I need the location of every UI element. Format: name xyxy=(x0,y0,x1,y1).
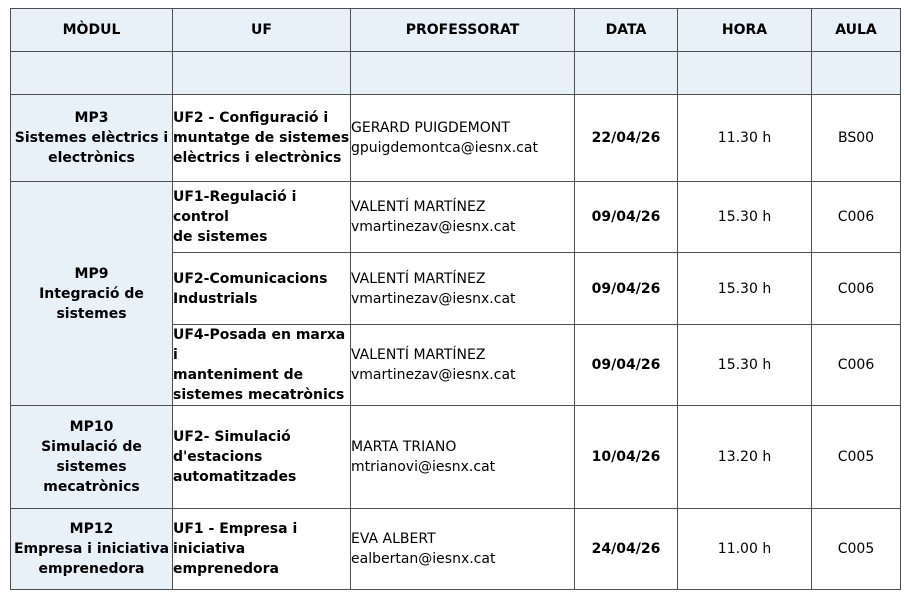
teacher-name: EVA ALBERT xyxy=(351,531,436,547)
uf-title: manteniment de xyxy=(173,367,304,383)
exam-room: C005 xyxy=(812,406,901,509)
module-cell xyxy=(11,95,173,182)
module-code: MP10 xyxy=(69,419,114,435)
uf-title: muntatge de sistemes xyxy=(173,130,350,146)
module-name: emprenedora xyxy=(38,561,145,577)
module-name: Empresa i iniciativa xyxy=(13,541,170,557)
table-row xyxy=(11,406,901,509)
teacher-cell xyxy=(351,325,575,406)
teacher-cell xyxy=(351,509,575,590)
uf-title: UF2 - Configuració i xyxy=(173,110,329,126)
module-name: Sistemes elèctrics i xyxy=(14,130,169,146)
teacher-name: VALENTÍ MARTÍNEZ xyxy=(351,270,486,287)
module-cell xyxy=(11,509,173,590)
exam-date: 10/04/26 xyxy=(575,406,678,509)
exam-time: 15.30 h xyxy=(678,253,812,325)
header-hora: HORA xyxy=(678,9,812,52)
header-uf: UF xyxy=(173,9,351,52)
blank-cell xyxy=(812,52,901,95)
module-code: MP9 xyxy=(74,265,109,282)
teacher-email: vmartinezav@iesnx.cat xyxy=(351,290,516,307)
uf-title: d'estacions xyxy=(173,449,263,465)
teacher-name: GERARD PUIGDEMONT xyxy=(351,120,510,136)
uf-title: UF1 - Empresa i xyxy=(173,521,298,537)
uf-title: UF2- Simulació xyxy=(173,429,291,445)
uf-cell xyxy=(173,182,351,253)
header-row xyxy=(11,9,901,52)
uf-cell xyxy=(173,95,351,182)
teacher-email: vmartinezav@iesnx.cat xyxy=(351,367,516,383)
blank-cell xyxy=(575,52,678,95)
teacher-name: VALENTÍ MARTÍNEZ xyxy=(351,347,486,363)
module-cell xyxy=(11,406,173,509)
exam-room: C005 xyxy=(812,509,901,590)
uf-title: UF2-Comunicacions xyxy=(173,270,328,287)
exam-room: C006 xyxy=(812,253,901,325)
module-code: MP12 xyxy=(69,521,114,537)
teacher-email: ealbertan@iesnx.cat xyxy=(351,551,496,567)
exam-date: 24/04/26 xyxy=(575,509,678,590)
uf-title: UF1-Regulació i control xyxy=(173,189,297,225)
uf-title: UF4-Posada en marxa i xyxy=(173,327,346,363)
exam-date: 22/04/26 xyxy=(575,95,678,182)
exam-time: 13.20 h xyxy=(678,406,812,509)
uf-title: elèctrics i electrònics xyxy=(173,150,342,166)
exam-time: 15.30 h xyxy=(678,182,812,253)
blank-cell xyxy=(678,52,812,95)
header-modul: MÒDUL xyxy=(11,9,173,52)
module-cell xyxy=(11,182,173,406)
uf-cell xyxy=(173,406,351,509)
teacher-cell xyxy=(351,95,575,182)
exam-time: 11.30 h xyxy=(678,95,812,182)
table-row xyxy=(11,95,901,182)
header-aula: AULA xyxy=(812,9,901,52)
header-professorat: PROFESSORAT xyxy=(351,9,575,52)
exam-time: 15.30 h xyxy=(678,325,812,406)
exam-time: 11.00 h xyxy=(678,509,812,590)
teacher-name: MARTA TRIANO xyxy=(351,439,457,455)
module-name: sistemes xyxy=(56,305,127,322)
blank-cell xyxy=(173,52,351,95)
uf-cell xyxy=(173,253,351,325)
uf-title: sistemes mecatrònics xyxy=(173,387,345,403)
uf-title: iniciativa emprenedora xyxy=(173,541,279,577)
exam-schedule-table xyxy=(10,8,901,590)
table-row xyxy=(11,182,901,253)
module-name: Integració de xyxy=(39,285,144,302)
teacher-cell xyxy=(351,182,575,253)
exam-date: 09/04/26 xyxy=(575,325,678,406)
module-name: sistemes mecatrònics xyxy=(43,459,140,495)
uf-cell xyxy=(173,509,351,590)
module-code: MP3 xyxy=(74,110,109,126)
uf-title: de sistemes xyxy=(173,229,268,245)
exam-date: 09/04/26 xyxy=(575,182,678,253)
teacher-email: vmartinezav@iesnx.cat xyxy=(351,219,516,235)
header-data: DATA xyxy=(575,9,678,52)
teacher-email: mtrianovi@iesnx.cat xyxy=(351,459,496,475)
exam-room: BS00 xyxy=(812,95,901,182)
exam-room: C006 xyxy=(812,325,901,406)
teacher-email: gpuigdemontca@iesnx.cat xyxy=(351,140,538,156)
module-name: electrònics xyxy=(48,150,135,166)
table-row xyxy=(11,509,901,590)
uf-cell xyxy=(173,325,351,406)
teacher-name: VALENTÍ MARTÍNEZ xyxy=(351,199,486,215)
blank-cell xyxy=(11,52,173,95)
blank-row xyxy=(11,52,901,95)
exam-room: C006 xyxy=(812,182,901,253)
teacher-cell xyxy=(351,406,575,509)
uf-title: automatitzades xyxy=(173,469,297,485)
module-name: Simulació de xyxy=(41,439,142,455)
uf-title: Industrials xyxy=(173,290,258,307)
exam-date: 09/04/26 xyxy=(575,253,678,325)
teacher-cell xyxy=(351,253,575,325)
blank-cell xyxy=(351,52,575,95)
